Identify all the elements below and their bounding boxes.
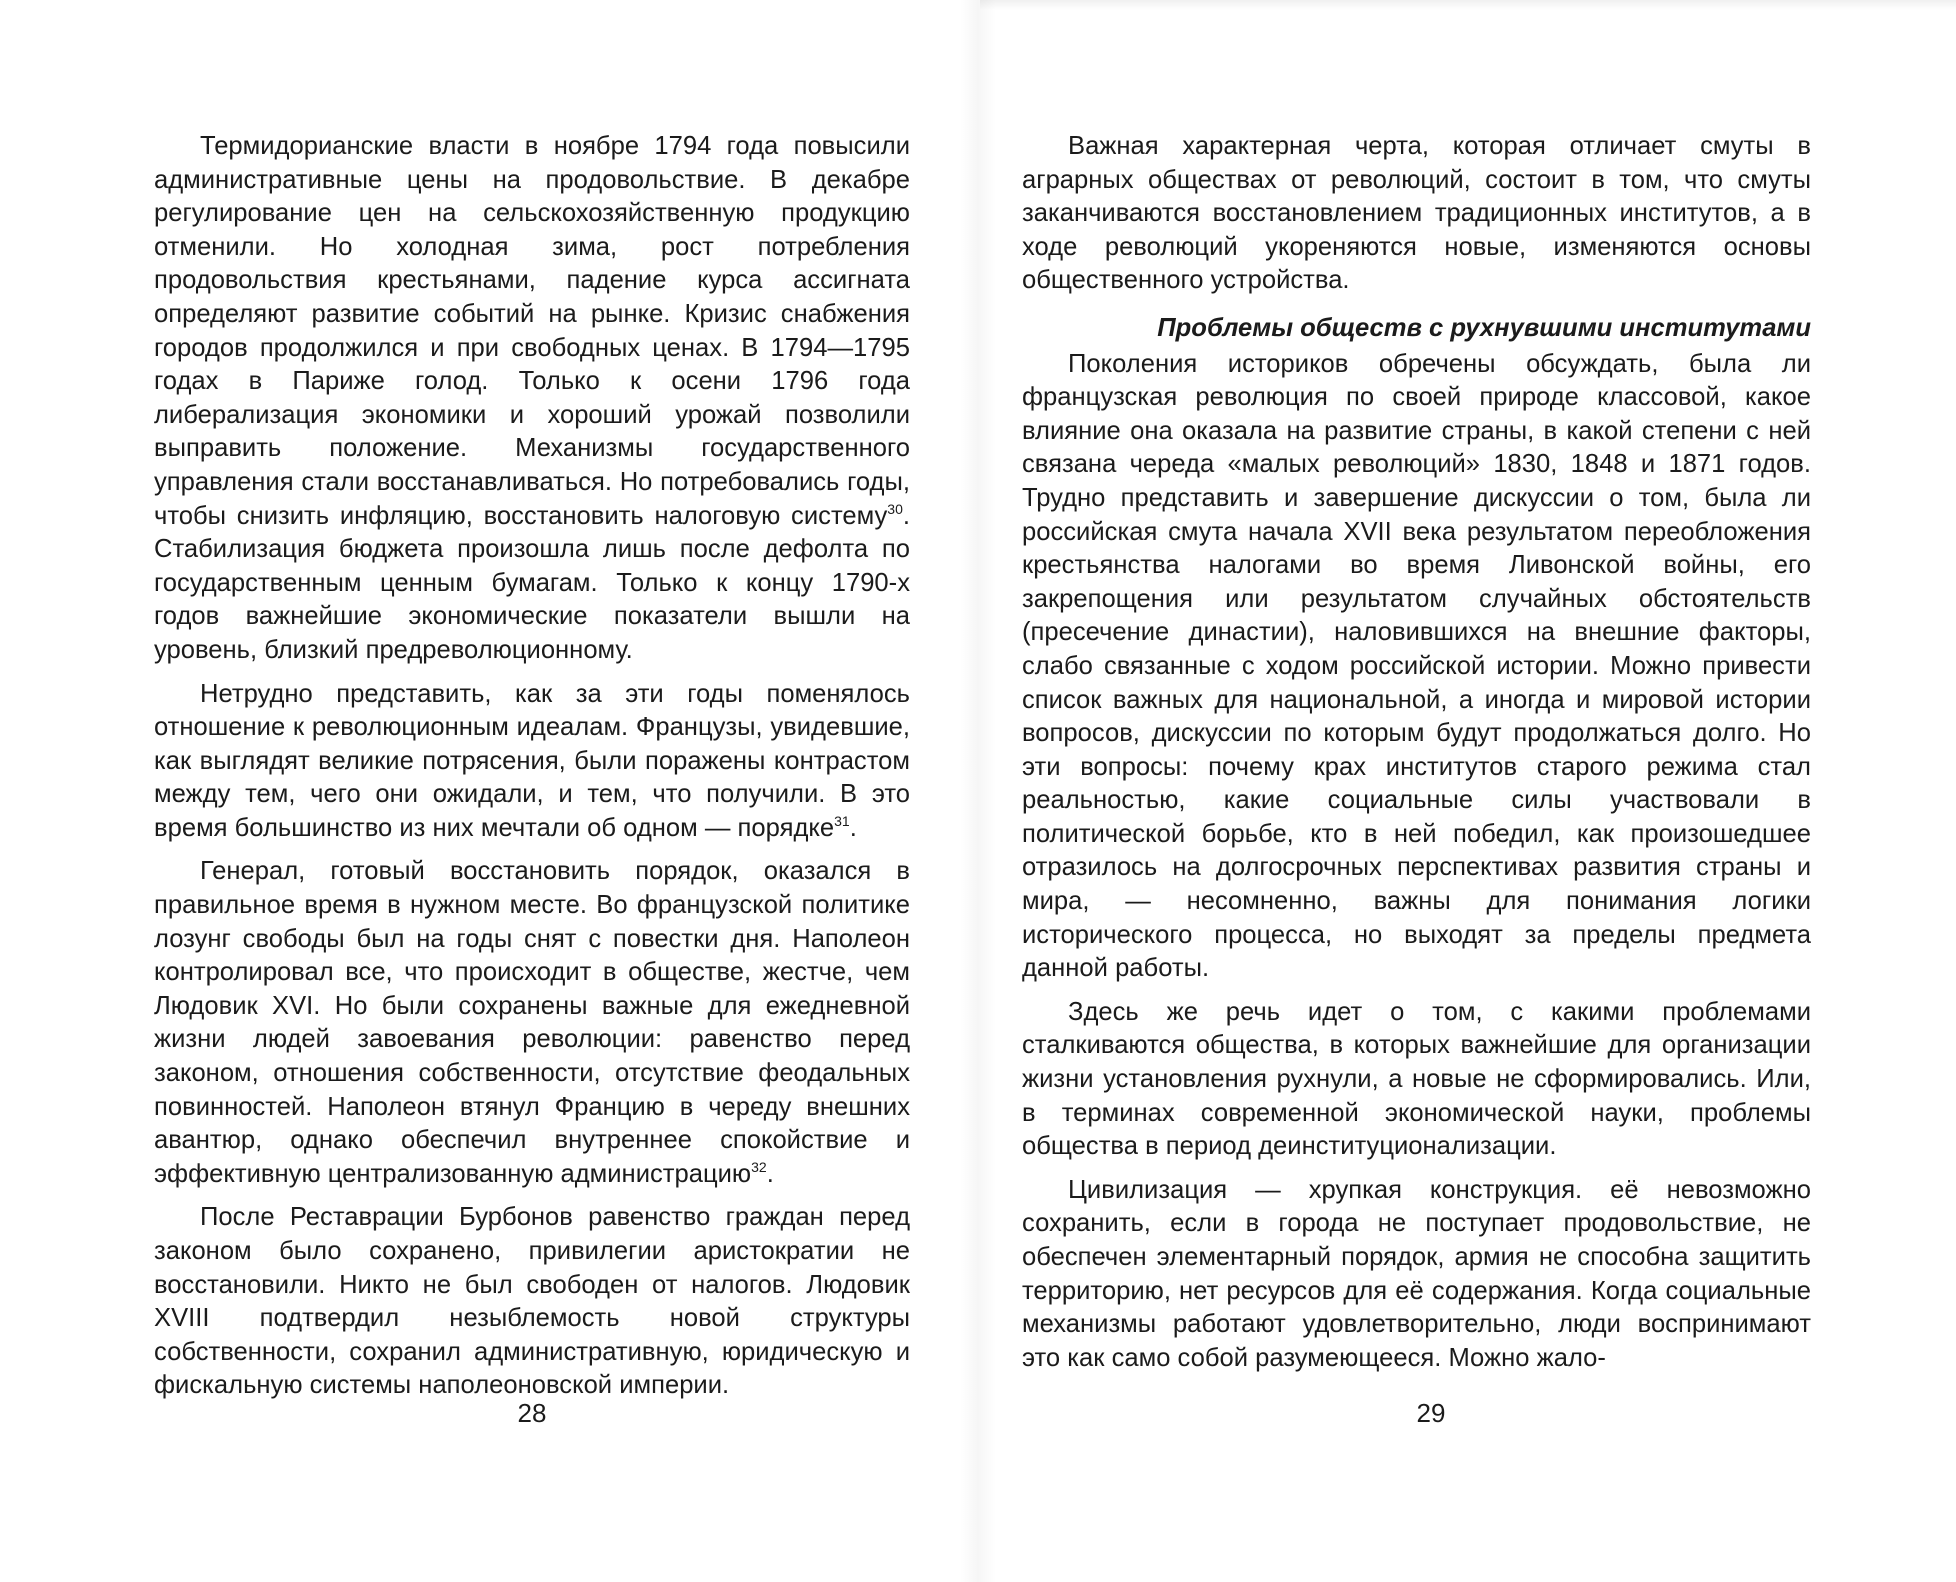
left-paragraph-3: Генерал, готовый восстановить порядок, оказался в правильное время в нужном месте. Во французской политике лозунг свободы был на годы снят с повестки дня. Наполеон контролировал все, что происходит в обществе, жестче, чем Людовик XVI. Но были сохранены важные для ежедневной жизни людей завоевания революции: равенство перед законом, отношения собственности, отсутствие феодальных повинностей. Наполеон втянул Францию в череду внешних авантюр, однако обеспечил внутреннее спокойствие и эффективную централизованную администрацию$^{32}$. [154,857,910,1188]
left-paragraph-4: После Реставрации Бурбонов равенство граждан перед законом было сохранено, привилегии аристократии не восстановили. Никто не был свободен от налогов. Людовик XVIII подтвердил незыблемость новой структуры собственности, сохранил административную, юридическую и фискальную системы наполеоновской империи. [154,1203,910,1400]
book-gutter [960,0,996,1582]
page-edge-shadow [980,0,1956,10]
right-intro-paragraph: Важная характерная черта, которая отличает смуты в аграрных обществах от революций, состоит в том, что смуты заканчиваются восстановлением традиционных институтов, а в ходе революций укореняются новые, изменяются основы общественного устройства. [1022,132,1811,295]
footnote-ref-32[interactable]: 32 [751,1158,767,1175]
right-paragraph-1: Поколения историков обречены обсуждать, была ли французская революция по своей природе классовой, какое влияние она оказала на развитие страны, в какой степени с ней связана череда «малых революций» 1830, 1848 и 1871 годов. Трудно представить и завершение дискуссии о том, была ли российская смута начала XVII века результатом переобложения крестьянства налогами во время Ливонской войны, его закрепощения или результатом случайных обстоятельств (пресечение династии), наловившихся на внешние факторы, слабо связанные с ходом российской истории. Можно привести список важных для национальной, а иногда и мировой истории вопросов, дискуссии по которым будут продолжаться долго. Но эти вопросы: почему крах институтов старого режима стал реальностью, какие социальные силы участвовали в политической борьбе, кто в ней победил, как произошедшее отразилось на долгосрочных перспективах развития страны и мира, — несомненно, важны для понимания логики исторического процесса, но выходят за пределы предмета данной работы. [1022,349,1811,983]
left-page-number: 28 [517,1398,547,1428]
left-paragraph-2: Нетрудно представить, как за эти годы поменялось отношение к революционным идеалам. Французы, увидевшие, как выглядят великие потрясения, были поражены контрастом между тем, чего они ожидали, и тем, что получили. В это время большинство из них мечтали об одном — порядке$^{31}$. [154,679,910,842]
section-subheading: Проблемы обществ с рухнувшими институтами [1157,313,1811,342]
left-page [154,130,910,1413]
right-paragraph-3: Цивилизация — хрупкая конструкция. её невозможно сохранить, если в города не поступает продовольствие, не обеспечен элементарный порядок, армия не способна защитить территорию, нет ресурсов для её содержания. Когда социальные механизмы работают удовлетворительно, люди воспринимают это как само собой разумеющееся. Можно жало- [1022,1175,1811,1372]
footnote-ref-31[interactable]: 31 [834,812,850,829]
right-page-number: 29 [1416,1398,1446,1428]
left-paragraph-1: Термидорианские власти в ноябре 1794 года повысили административные цены на продовольствие. В декабре регулирование цен на сельскохозяйственную продукцию отменили. Но холодная зима, рост потребления продовольствия крестьянами, падение курса ассигната определяют развитие событий на рынке. Кризис снабжения городов продолжился и при свободных ценах. В 1794—1795 годах в Париже голод. Только к осени 1796 года либерализация экономики и хороший урожай позволили выправить положение. Механизмы государственного управления стали восстанавливаться. Но потребовались годы, чтобы снизить инфляцию, восстановить налоговую систему$^{30}$. Стабилизация бюджета произошла лишь после дефолта по государственным ценным бумагам. Только к концу 1790-х годов важнейшие экономические показатели вышли на уровень, близкий предреволюционному. [154,132,910,664]
right-page [1022,130,1811,1385]
footnote-ref-30[interactable]: 30 [887,500,903,517]
right-paragraph-2: Здесь же речь идет о том, с какими проблемами сталкиваются общества, в которых важнейшие для организации жизни установления рухнули, а новые не сформировались. Или, в терминах современной экономической науки, проблемы общества в период деинституционализации. [1022,997,1811,1161]
